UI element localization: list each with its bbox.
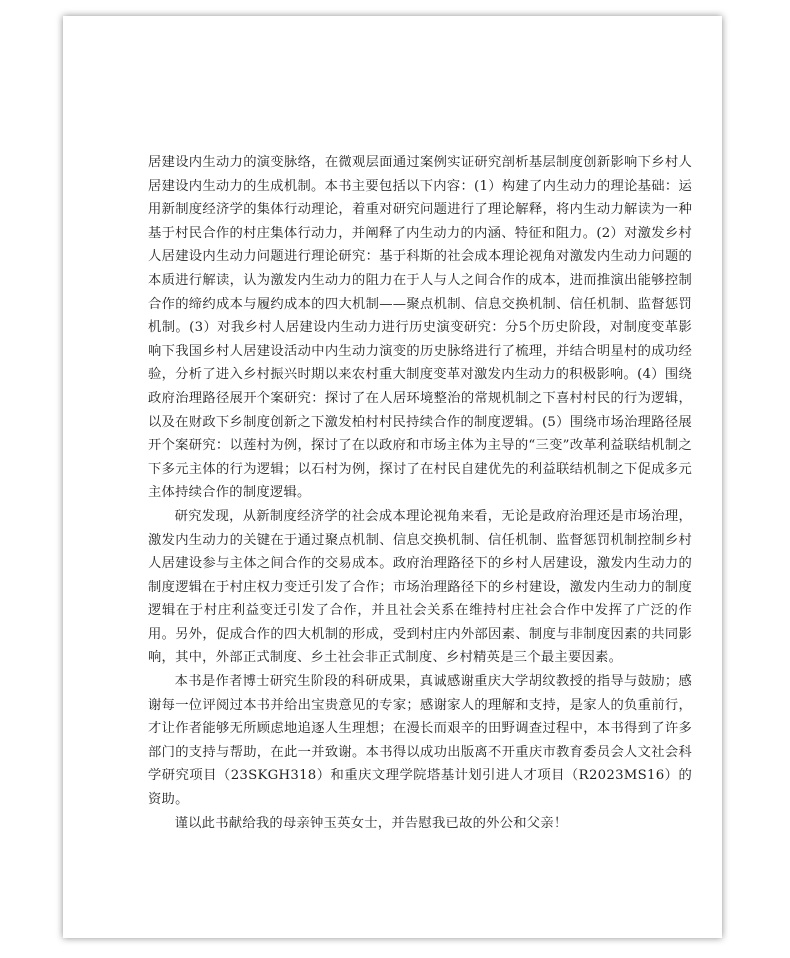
page-body bbox=[148, 151, 692, 835]
body-paragraph-3: 本书是作者博士研究生阶段的科研成果，真诚感谢重庆大学胡纹教授的指导与鼓励；感谢每一位评阅过本书并给出宝贵意见的专家；感谢家人的理解和支持，是家人的负重前行，才让作者能够无所顾虑地追逐人生理想；在漫长而艰辛的田野调查过程中，本书得到了许多部门的支持与帮助，在此一并致谢。本书得以成功出版离不开重庆市教育委员会人文社会科学研究项目（23SKGH318）和重庆文理学院塔基计划引进人才项目（R2023MS16）的资助。 bbox=[148, 674, 692, 808]
body-paragraph-1: 居建设内生动力的演变脉络，在微观层面通过案例实证研究剖析基层制度创新影响下乡村人居建设内生动力的生成机制。本书主要包括以下内容：(1）构建了内生动力的理论基础：运用新制度经济学的集体行动理论，着重对研究问题进行了理论解释，将内生动力解读为一种基于村民合作的村庄集体行动力，并阐释了内生动力的内涵、特征和阻力。(2）对激发乡村人居建设内生动力问题进行理论研究：基于科斯的社会成本理论视角对激发内生动力问题的本质进行解读，认为激发内生动力的阻力在于人与人之间合作的成本，进而推演出能够控制合作的缔约成本与履约成本的四大机制——聚点机制、信息交换机制、信任机制、监督惩罚机制。(3）对我乡村人居建设内生动力进行历史演变研究：分5个历史阶段，对制度变革影响下我国乡村人居建设活动中内生动力演变的历史脉络进行了梳理，并结合明星村的成功经验，分析了进入乡村振兴时期以来农村重大制度变革对激发内生动力的积极影响。(4）围绕政府治理路径展开个案研究：探讨了在人居环境整治的常规机制之下喜村村民的行为逻辑，以及在财政下乡制度创新之下激发柏村村民持续合作的制度逻辑。(5）围绕市场治理路径展开个案研究：以莲村为例，探讨了在以政府和市场主体为主导的“三变”改革利益联结机制之下多元主体的行为逻辑；以石村为例，探讨了在村民自建优先的利益联结机制之下促成多元主体持续合作的制度逻辑。 bbox=[148, 155, 692, 501]
body-paragraph-2: 研究发现，从新制度经济学的社会成本理论视角来看，无论是政府治理还是市场治理，激发内生动力的关键在于通过聚点机制、信息交换机制、信任机制、监督惩罚机制控制乡村人居建设参与主体之间合作的交易成本。政府治理路径下的乡村人居建设，激发内生动力的制度逻辑在于村庄权力变迁引发了合作；市场治理路径下的乡村建设，激发内生动力的制度逻辑在于村庄利益变迁引发了合作，并且社会关系在维持村庄社会合作中发挥了广泛的作用。另外，促成合作的四大机制的形成，受到村庄内外部因素、制度与非制度因素的共同影响，其中，外部正式制度、乡土社会非正式制度、乡村精英是三个最主要因素。 bbox=[148, 508, 692, 666]
document-page bbox=[63, 16, 722, 938]
dedication-paragraph: 谨以此书献给我的母亲钟玉英女士，并告慰我已故的外公和父亲！ bbox=[174, 815, 568, 831]
